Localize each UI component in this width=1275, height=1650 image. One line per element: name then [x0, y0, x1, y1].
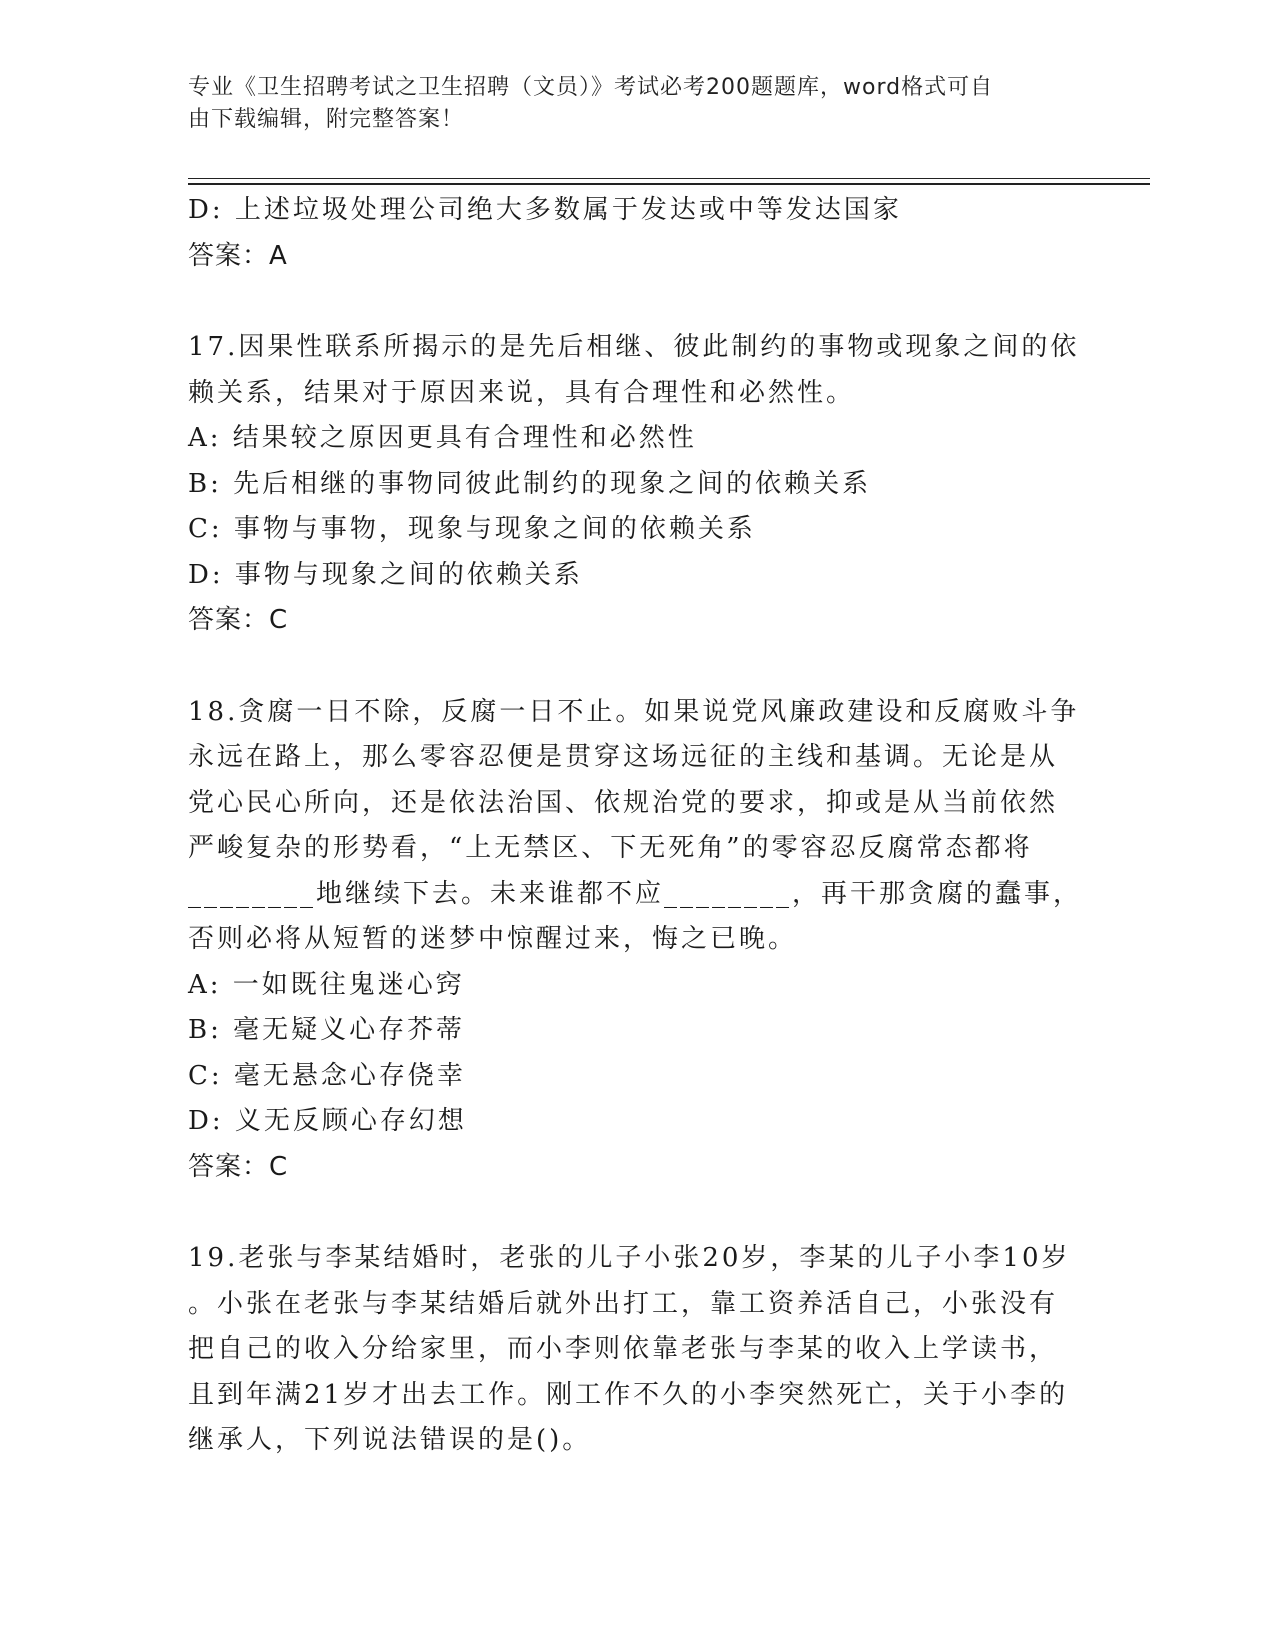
q18-option-a: A: 一如既往鬼迷心窍 [188, 969, 465, 1000]
q18-option-d: D: 义无反顾心存幻想 [188, 1106, 467, 1136]
prev-option-d: D: 上述垃圾处理公司绝大多数属于发达或中等发达国家 [188, 195, 902, 225]
spacer [188, 644, 1088, 690]
q18-answer: 答案：C [188, 1151, 289, 1182]
q19-stem-line: 且到年满21岁才出去工作。刚工作不久的小李突然死亡，关于小李的 [188, 1379, 1069, 1410]
q18-option-b: B: 毫无疑义心存芥蒂 [188, 1015, 466, 1045]
header-divider-thin [188, 178, 1150, 179]
q18-stem-line: 永远在路上，那么零容忍便是贯穿这场远征的主线和基调。无论是从 [188, 742, 1059, 772]
q19-stem-line: 。小张在老张与李某结婚后就外出打工，靠工资养活自己，小张没有 [188, 1288, 1059, 1319]
q17-stem-line: 17.因果性联系所揭示的是先后相继、彼此制约的事物或现象之间的依 [188, 332, 1080, 362]
prev-answer: 答案：A [188, 240, 288, 271]
spacer [188, 279, 1088, 325]
q18-stem-line: ________地继续下去。未来谁都不应________，再干那贪腐的蠢事， [188, 878, 1083, 909]
q17-stem-line: 赖关系，结果对于原因来说，具有合理性和必然性。 [188, 377, 856, 408]
header-divider-thick [188, 183, 1150, 185]
question-content [188, 188, 1088, 1464]
q18-stem-line: 严峻复杂的形势看，“上无禁区、下无死角”的零容忍反腐常态都将 [188, 833, 1033, 863]
document-header [188, 72, 1068, 136]
q17-option-d: D: 事物与现象之间的依赖关系 [188, 559, 583, 590]
q19-stem-line: 把自己的收入分给家里，而小李则依靠老张与李某的收入上学读书， [188, 1334, 1059, 1364]
q17-option-b: B: 先后相继的事物同彼此制约的现象之间的依赖关系 [188, 468, 872, 499]
q17-option-c: C: 事物与事物，现象与现象之间的依赖关系 [188, 514, 756, 544]
header-line-2: 由下载编辑，附完整答案！ [188, 107, 465, 132]
question-19 [188, 1236, 1088, 1464]
q19-stem-line: 继承人，下列说法错误的是()。 [188, 1425, 592, 1455]
question-17 [188, 325, 1088, 644]
q18-stem-line: 18.贪腐一日不除，反腐一日不止。如果说党风廉政建设和反腐败斗争 [188, 696, 1080, 727]
spacer [188, 1190, 1088, 1236]
q19-stem-line: 19.老张与李某结婚时，老张的儿子小张20岁，李某的儿子小李10岁 [188, 1243, 1071, 1273]
q17-option-a: A: 结果较之原因更具有合理性和必然性 [188, 423, 697, 453]
q17-answer: 答案：C [188, 605, 289, 635]
header-line-1: 专业《卫生招聘考试之卫生招聘（文员）》考试必考200题题库，word格式可自 [188, 75, 994, 100]
q18-stem-line: 否则必将从短暂的迷梦中惊醒过来，悔之已晚。 [188, 924, 798, 954]
q18-option-c: C: 毫无悬念心存侥幸 [188, 1060, 466, 1091]
q18-stem-line: 党心民心所向，还是依法治国、依规治党的要求，抑或是从当前依然 [188, 787, 1059, 818]
question-18 [188, 690, 1088, 1191]
